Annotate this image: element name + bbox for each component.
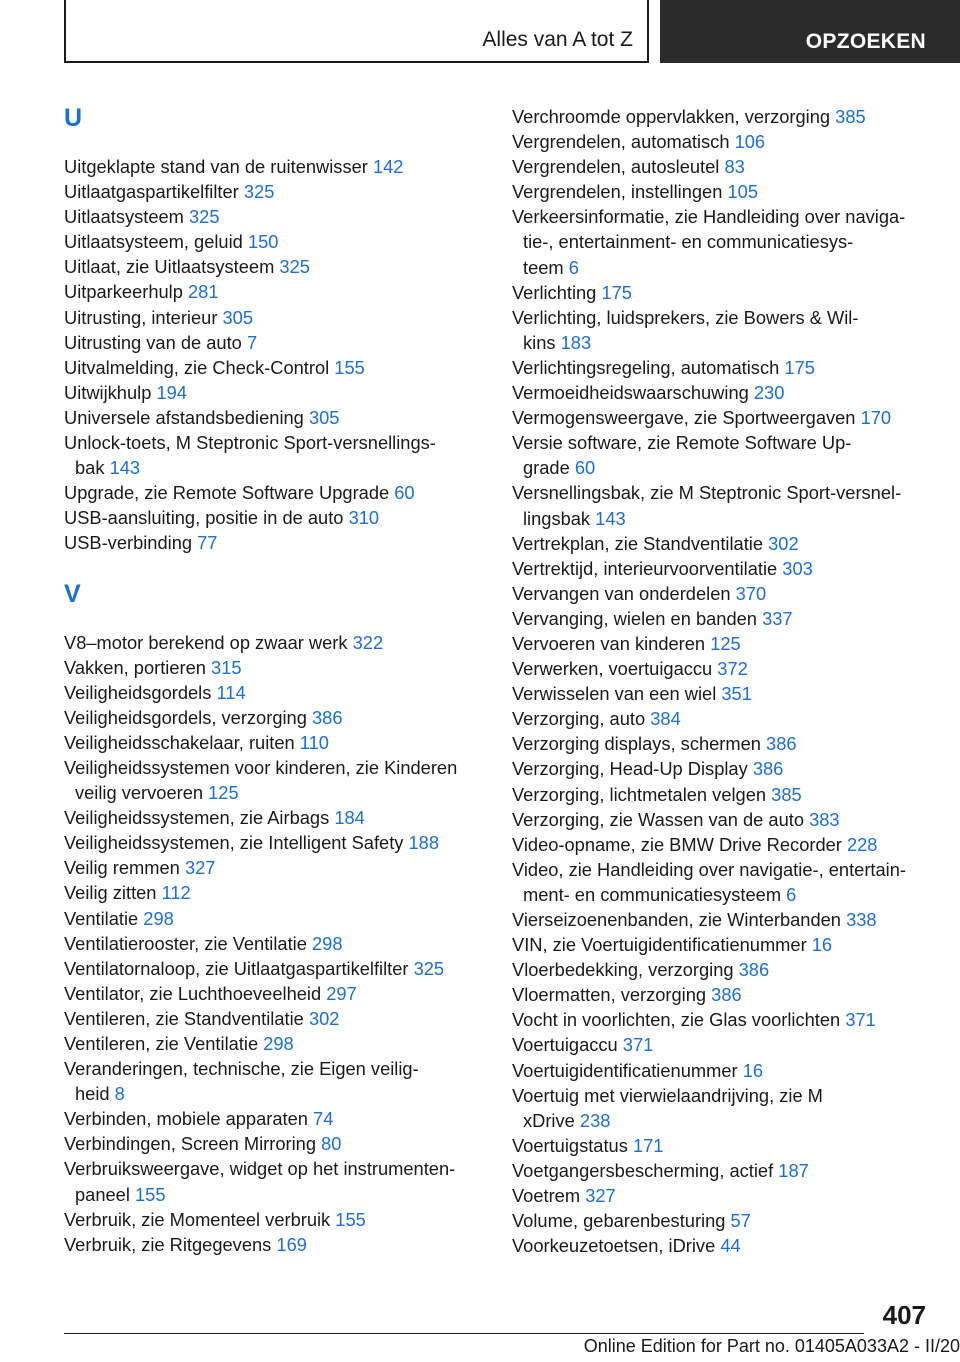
index-entry-term: Uitlaatsysteem xyxy=(64,206,184,228)
index-entry[interactable] xyxy=(64,705,484,730)
index-entry[interactable] xyxy=(512,430,932,480)
index-entry[interactable] xyxy=(512,179,932,204)
index-entry-page-link[interactable]: 110 xyxy=(299,731,329,753)
index-entry[interactable] xyxy=(512,280,932,305)
index-entry-term: Uitlaatgaspartikelfilter xyxy=(64,181,239,203)
index-entry-term: Vervoeren van kinderen xyxy=(512,632,706,654)
index-entry-term: USB-aansluiting, positie in de auto xyxy=(64,507,344,529)
index-entry-page-link[interactable]: 6 xyxy=(568,256,579,278)
index-entry-page-link[interactable]: 105 xyxy=(727,181,758,203)
index-entry-page-link[interactable]: 125 xyxy=(710,632,741,654)
index-entry-term: Verzorging, Head-Up Display xyxy=(512,758,748,780)
index-entry[interactable] xyxy=(64,830,484,855)
index-entry[interactable] xyxy=(512,1233,932,1258)
index-entry-term: Veiligheidssystemen, zie Intelligent Safety xyxy=(64,832,404,854)
index-entry[interactable] xyxy=(64,1131,484,1156)
index-entry[interactable] xyxy=(64,305,484,330)
index-entry[interactable] xyxy=(64,179,484,204)
index-entry-term: Voertuig met vierwielaandrijving, zie M xyxy=(512,1084,823,1106)
index-entry-page-link[interactable]: 386 xyxy=(311,706,343,728)
index-entry[interactable] xyxy=(512,129,932,154)
index-entry[interactable] xyxy=(512,807,932,832)
index-entry-page-link[interactable]: 238 xyxy=(579,1109,611,1131)
index-entry-term: Voorkeuzetoetsen, iDrive xyxy=(512,1235,716,1257)
index-entry[interactable] xyxy=(64,430,484,480)
index-entry[interactable] xyxy=(512,957,932,982)
index-entry[interactable] xyxy=(64,330,484,355)
index-entry[interactable] xyxy=(64,530,484,555)
index-entry-term: Veilig zitten xyxy=(64,882,157,904)
index-entry-page-link[interactable]: 44 xyxy=(720,1235,741,1257)
index-entry[interactable] xyxy=(64,906,484,931)
index-entry-page-link[interactable]: 228 xyxy=(846,833,878,855)
index-entry-page-link[interactable]: 187 xyxy=(778,1159,809,1181)
index-entry[interactable] xyxy=(64,931,484,956)
index-entry-term: Verlichting, luidsprekers, zie Bowers & Wil- xyxy=(512,306,859,328)
index-entry[interactable] xyxy=(512,1007,932,1032)
index-entry-term: Verkeersinformatie, zie Handleiding over naviga- xyxy=(512,206,906,228)
index-entry[interactable] xyxy=(512,832,932,857)
index-entry-term: Voertuigstatus xyxy=(512,1134,628,1156)
index-entry[interactable] xyxy=(512,782,932,807)
index-entry-term: Verbinden, mobiele apparaten xyxy=(64,1108,308,1130)
index-entry-term: Universele afstandsbediening xyxy=(64,406,304,428)
index-entry-term: Vervangen van onderdelen xyxy=(512,582,731,604)
index-entry-page-link[interactable]: 322 xyxy=(352,631,384,653)
index-entry[interactable] xyxy=(64,880,484,905)
index-entry-term: Ventilatie xyxy=(64,907,139,929)
opzoeken-tab-label: OPZOEKEN xyxy=(805,30,926,53)
index-entry[interactable] xyxy=(64,1106,484,1131)
index-entry-term: Veiligheidssystemen, zie Airbags xyxy=(64,807,330,829)
index-entry-term: Verbruik, zie Momenteel verbruik xyxy=(64,1208,331,1230)
index-entry-term: Verzorging, zie Wassen van de auto xyxy=(512,808,804,830)
index-entry[interactable] xyxy=(64,154,484,179)
index-entry-page-link[interactable]: 351 xyxy=(721,683,752,705)
index-entry-page-link[interactable]: 302 xyxy=(768,532,799,554)
index-entry[interactable] xyxy=(512,1083,932,1133)
index-entry[interactable] xyxy=(64,1232,484,1257)
index-entry-term: Ventilatierooster, zie Ventilatie xyxy=(64,932,307,954)
index-entry-page-link[interactable]: 150 xyxy=(247,231,279,253)
index-entry-term: paneel xyxy=(75,1183,130,1205)
index-entry-term: Uitwijkhulp xyxy=(64,381,152,403)
index-entry[interactable] xyxy=(512,556,932,581)
index-entry[interactable] xyxy=(512,405,932,430)
index-entry[interactable] xyxy=(64,279,484,304)
index-entry-term: Verchroomde oppervlakken, verzorging xyxy=(512,106,831,127)
index-entry-term: Verwerken, voertuigaccu xyxy=(512,658,713,680)
index-entry-term: Ventileren, zie Standventilatie xyxy=(64,1007,304,1029)
index-entry[interactable] xyxy=(64,655,484,680)
index-entry[interactable] xyxy=(512,1158,932,1183)
index-entry[interactable] xyxy=(64,254,484,279)
index-entry-term: Volume, gebarenbesturing xyxy=(512,1210,726,1232)
header-frame xyxy=(64,0,649,63)
index-entry-page-link[interactable]: 57 xyxy=(730,1210,751,1232)
index-column-right xyxy=(512,104,932,1258)
index-entry-term: tie-, entertainment- en communicatiesys- xyxy=(523,231,854,253)
index-entry-page-link[interactable]: 6 xyxy=(786,883,797,905)
index-entry[interactable] xyxy=(64,1156,484,1206)
index-entry-page-link[interactable]: 74 xyxy=(313,1108,334,1130)
index-entry-term: Voertuigaccu xyxy=(512,1034,618,1056)
index-entry-term: xDrive xyxy=(523,1109,575,1131)
index-entry-term: Vermoeidheidswaarschuwing xyxy=(512,382,749,404)
index-entry[interactable] xyxy=(64,680,484,705)
index-entry-term: Video-opname, zie BMW Drive Recorder xyxy=(512,833,842,855)
index-entry-term: grade xyxy=(523,457,570,479)
index-entry[interactable] xyxy=(512,932,932,957)
index-entry-page-link[interactable]: 325 xyxy=(413,957,445,979)
index-entry-page-link[interactable]: 112 xyxy=(161,882,191,904)
index-entry[interactable] xyxy=(64,755,484,805)
index-entry-page-link[interactable]: 175 xyxy=(601,281,632,303)
index-entry-page-link[interactable]: 298 xyxy=(143,907,174,929)
index-entry-term: lingsbak xyxy=(523,507,591,529)
index-entry-page-link[interactable]: 372 xyxy=(717,658,748,680)
index-entry-term: Uitlaat, zie Uitlaatsysteem xyxy=(64,256,275,278)
index-entry-term: Unlock-toets, M Steptronic Sport-versnellings- xyxy=(64,432,436,454)
index-entry[interactable] xyxy=(64,1006,484,1031)
index-entry-page-link[interactable]: 8 xyxy=(114,1083,125,1105)
index-entry-page-link[interactable]: 383 xyxy=(809,808,840,830)
index-entry-term: Verzorging, lichtmetalen velgen xyxy=(512,783,767,805)
index-entry[interactable] xyxy=(512,857,932,907)
index-entry-page-link[interactable]: 80 xyxy=(321,1133,342,1155)
index-entry-term: kins xyxy=(523,331,556,353)
index-entry-page-link[interactable]: 298 xyxy=(263,1033,294,1054)
index-entry[interactable] xyxy=(64,630,484,655)
index-entry-page-link[interactable]: 83 xyxy=(724,156,745,178)
index-entry-page-link[interactable]: 385 xyxy=(835,106,866,127)
index-entry-term: Upgrade, zie Remote Software Upgrade xyxy=(64,482,390,504)
section-letter-v: V xyxy=(64,579,81,608)
index-entry[interactable] xyxy=(64,855,484,880)
index-entry-term: Verbruiksweergave, widget op het instrumenten- xyxy=(64,1158,456,1180)
index-entry[interactable] xyxy=(512,982,932,1007)
index-list-u xyxy=(64,154,484,556)
index-entry-term: Voetrem xyxy=(512,1185,581,1207)
index-entry-page-link[interactable]: 183 xyxy=(560,331,592,353)
index-entry-term: Verlichtingsregeling, automatisch xyxy=(512,356,780,378)
index-entry-page-link[interactable]: 106 xyxy=(734,131,766,153)
index-entry[interactable] xyxy=(64,1031,484,1056)
index-entry-term: Vocht in voorlichten, zie Glas voorlichten xyxy=(512,1009,841,1031)
index-entry-page-link[interactable]: 337 xyxy=(762,607,793,629)
index-entry[interactable] xyxy=(64,1207,484,1232)
index-entry-term: Verzorging displays, schermen xyxy=(512,733,761,755)
index-entry-page-link[interactable]: 114 xyxy=(216,681,246,703)
index-entry-term: Vergrendelen, automatisch xyxy=(512,131,730,153)
index-entry-term: Verbindingen, Screen Mirroring xyxy=(64,1133,317,1155)
index-entry-term: Veranderingen, technische, zie Eigen veilig- xyxy=(64,1058,419,1080)
index-entry-term: Versnellingsbak, zie M Steptronic Sport-versnel- xyxy=(512,482,902,504)
index-entry[interactable] xyxy=(512,606,932,631)
index-entry-term: Vierseizoenenbanden, zie Winterbanden xyxy=(512,909,841,930)
index-entry-term: heid xyxy=(75,1083,110,1105)
page-number: 407 xyxy=(882,1300,926,1330)
index-entry-term: Vervanging, wielen en banden xyxy=(512,607,757,629)
index-entry-page-link[interactable]: 169 xyxy=(276,1233,307,1255)
index-entry-page-link[interactable]: 327 xyxy=(184,857,216,879)
index-entry[interactable] xyxy=(512,531,932,556)
index-entry[interactable] xyxy=(512,907,932,932)
index-entry-term: Video, zie Handleiding over navigatie-, entertain- xyxy=(512,858,906,880)
index-entry-page-link[interactable]: 325 xyxy=(243,181,275,203)
index-entry-page-link[interactable]: 155 xyxy=(135,1183,166,1205)
index-entry-term: Verzorging, auto xyxy=(512,708,646,730)
index-column-left xyxy=(64,103,484,1257)
index-entry-term: Uitvalmelding, zie Check-Control xyxy=(64,356,330,378)
index-entry[interactable] xyxy=(64,380,484,405)
index-entry-page-link[interactable]: 327 xyxy=(585,1185,616,1207)
index-entry-page-link[interactable]: 16 xyxy=(811,934,833,956)
index-entry-page-link[interactable]: 7 xyxy=(246,331,258,353)
index-entry-term: Uitrusting van de auto xyxy=(64,331,242,353)
index-entry-page-link[interactable]: 302 xyxy=(308,1007,340,1029)
index-entry-page-link[interactable]: 60 xyxy=(574,457,596,479)
index-entry[interactable] xyxy=(64,956,484,981)
index-entry-term: V8–motor berekend op zwaar werk xyxy=(64,631,348,653)
index-entry-page-link[interactable]: 281 xyxy=(187,281,219,303)
index-entry-page-link[interactable]: 298 xyxy=(311,932,343,954)
index-entry[interactable] xyxy=(512,204,932,279)
index-entry-page-link[interactable]: 303 xyxy=(782,557,813,579)
index-entry-term: Veiligheidssystemen voor kinderen, zie Kinderen xyxy=(64,756,458,778)
index-entry-term: Vakken, portieren xyxy=(64,656,206,678)
index-entry[interactable] xyxy=(64,981,484,1006)
index-entry[interactable] xyxy=(512,1183,932,1208)
index-entry-term: VIN, zie Voertuigidentificatienummer xyxy=(512,934,807,956)
index-entry-page-link[interactable]: 370 xyxy=(735,582,767,604)
index-entry-page-link[interactable]: 143 xyxy=(595,507,626,529)
index-entry-term: Veiligheidsgordels xyxy=(64,681,212,703)
index-entry-page-link[interactable]: 171 xyxy=(632,1134,664,1156)
index-entry-page-link[interactable]: 384 xyxy=(650,708,681,730)
index-entry-page-link[interactable]: 386 xyxy=(738,959,770,981)
index-entry[interactable] xyxy=(64,805,484,830)
index-entry-page-link[interactable]: 310 xyxy=(348,507,380,529)
index-entry-term: veilig vervoeren xyxy=(75,782,204,804)
index-entry-term: Versie software, zie Remote Software Up- xyxy=(512,432,852,454)
index-entry[interactable] xyxy=(512,1133,932,1158)
index-entry[interactable] xyxy=(512,154,932,179)
index-entry-term: bak xyxy=(75,457,105,479)
index-entry[interactable] xyxy=(512,355,932,380)
index-entry-page-link[interactable]: 155 xyxy=(335,1208,366,1230)
index-entry-page-link[interactable]: 386 xyxy=(766,733,797,755)
index-entry-page-link[interactable]: 155 xyxy=(334,356,365,378)
index-entry[interactable] xyxy=(64,355,484,380)
index-entry-page-link[interactable]: 325 xyxy=(279,256,310,278)
index-entry-term: Ventilatornaloop, zie Uitlaatgaspartikelfilter xyxy=(64,957,409,979)
index-entry-page-link[interactable]: 385 xyxy=(771,783,802,805)
index-entry-term: Vergrendelen, instellingen xyxy=(512,181,723,203)
index-entry-term: Ventilator, zie Luchthoeveelheid xyxy=(64,982,322,1004)
index-entry-page-link[interactable]: 77 xyxy=(197,532,218,554)
index-entry-term: Verbruik, zie Ritgegevens xyxy=(64,1233,272,1255)
index-entry-term: Vergrendelen, autosleutel xyxy=(512,156,720,178)
index-entry[interactable] xyxy=(512,681,932,706)
index-entry-term: Vloermatten, verzorging xyxy=(512,984,707,1006)
index-entry-term: Veilig remmen xyxy=(64,857,180,879)
index-entry[interactable] xyxy=(64,405,484,430)
index-entry-page-link[interactable]: 194 xyxy=(156,381,187,403)
index-list-v xyxy=(64,630,484,1257)
index-entry-term: Voetgangersbescherming, actief xyxy=(512,1159,774,1181)
index-entry-page-link[interactable]: 305 xyxy=(222,306,254,328)
index-entry-term: Uitparkeerhulp xyxy=(64,281,183,303)
index-entry[interactable] xyxy=(64,1056,484,1106)
index-entry-term: Uitlaatsysteem, geluid xyxy=(64,231,243,253)
index-entry-term: Vloerbedekking, verzorging xyxy=(512,959,734,981)
index-entry[interactable] xyxy=(512,380,932,405)
index-entry-page-link[interactable]: 371 xyxy=(845,1009,876,1031)
index-entry[interactable] xyxy=(64,204,484,229)
index-entry-page-link[interactable]: 184 xyxy=(334,807,365,829)
index-entry-term: Veiligheidsgordels, verzorging xyxy=(64,706,307,728)
index-entry-page-link[interactable]: 125 xyxy=(208,782,239,804)
index-entry-term: Vertrektijd, interieurvoorventilatie xyxy=(512,557,778,579)
index-entry-page-link[interactable]: 16 xyxy=(742,1059,764,1081)
section-title: Alles van A tot Z xyxy=(482,28,633,51)
footer-rule xyxy=(64,1333,864,1334)
edition-note: Online Edition for Part no. 01405A033A2 - II/20 xyxy=(583,1336,960,1356)
index-entry[interactable] xyxy=(512,1058,932,1083)
index-entry[interactable] xyxy=(64,505,484,530)
index-entry[interactable] xyxy=(512,1208,932,1233)
index-entry[interactable] xyxy=(64,480,484,505)
index-entry-term: USB-verbinding xyxy=(64,532,193,554)
index-entry-page-link[interactable]: 386 xyxy=(752,758,784,780)
section-letter-u: U xyxy=(64,104,83,132)
index-entry-term: Ventileren, zie Ventilatie xyxy=(64,1033,259,1054)
index-entry-page-link[interactable]: 170 xyxy=(860,407,892,429)
index-entry-term: Verwisselen van een wiel xyxy=(512,683,717,705)
index-entry-page-link[interactable]: 143 xyxy=(109,457,141,479)
index-entry[interactable] xyxy=(512,731,932,756)
index-entry-term: Uitgeklapte stand van de ruitenwisser xyxy=(64,156,368,177)
index-entry-term: Vermogensweergave, zie Sportweergaven xyxy=(512,407,856,429)
index-entry[interactable] xyxy=(512,581,932,606)
index-entry[interactable] xyxy=(512,706,932,731)
index-entry-page-link[interactable]: 386 xyxy=(711,984,742,1006)
index-entry-page-link[interactable]: 142 xyxy=(372,156,404,177)
index-entry-page-link[interactable]: 297 xyxy=(326,982,357,1004)
opzoeken-tab[interactable] xyxy=(660,0,960,63)
index-entry[interactable] xyxy=(512,631,932,656)
index-entry[interactable] xyxy=(512,756,932,781)
index-entry-page-link[interactable]: 188 xyxy=(408,832,440,854)
index-entry-page-link[interactable]: 315 xyxy=(211,656,242,678)
index-entry-page-link[interactable]: 338 xyxy=(846,909,877,930)
index-entry-page-link[interactable]: 325 xyxy=(188,206,220,228)
index-entry[interactable] xyxy=(512,1032,932,1057)
index-entry-term: ment- en communicatiesysteem xyxy=(523,883,782,905)
index-entry-term: Uitrusting, interieur xyxy=(64,306,218,328)
index-entry-page-link[interactable]: 371 xyxy=(622,1034,654,1056)
index-entry-term: Veiligheidsschakelaar, ruiten xyxy=(64,731,295,753)
index-entry[interactable] xyxy=(64,730,484,755)
index-entry-page-link[interactable]: 230 xyxy=(753,382,785,404)
index-entry[interactable] xyxy=(512,656,932,681)
index-entry[interactable] xyxy=(512,305,932,355)
index-entry-page-link[interactable]: 60 xyxy=(394,482,415,504)
index-list-v-continued xyxy=(512,104,932,1258)
index-entry[interactable] xyxy=(512,480,932,530)
index-entry[interactable] xyxy=(512,104,932,129)
index-entry[interactable] xyxy=(64,229,484,254)
index-entry-page-link[interactable]: 175 xyxy=(784,356,815,378)
index-entry-term: Vertrekplan, zie Standventilatie xyxy=(512,532,764,554)
index-entry-page-link[interactable]: 305 xyxy=(308,406,340,428)
index-entry-term: Voertuigidentificatienummer xyxy=(512,1059,738,1081)
index-entry-term: Verlichting xyxy=(512,281,597,303)
index-entry-term: teem xyxy=(523,256,564,278)
